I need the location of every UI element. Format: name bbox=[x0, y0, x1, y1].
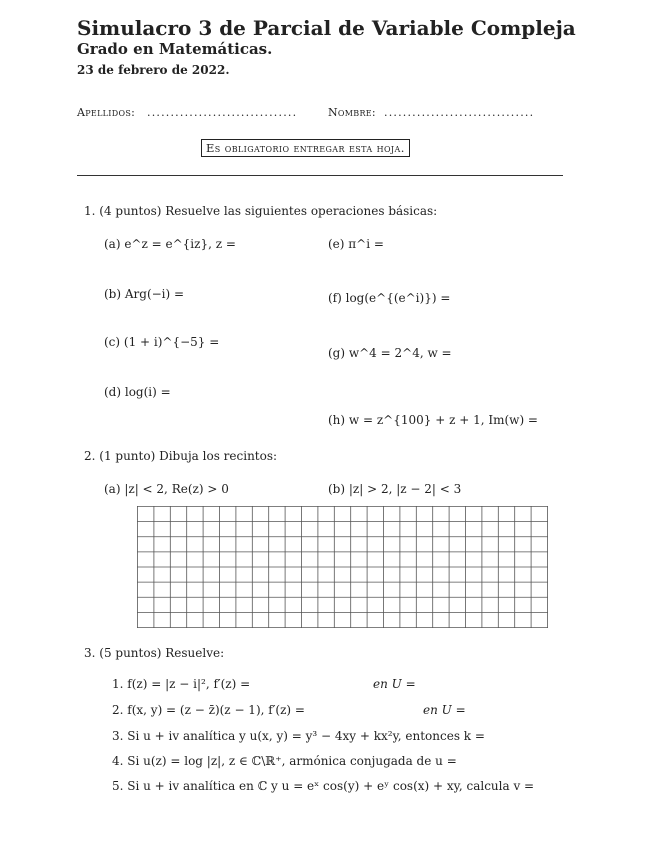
q1-item-e: (e) π^i = bbox=[328, 237, 384, 251]
exam-subtitle: Grado en Matemáticas. bbox=[77, 40, 273, 58]
q1-item-g: (g) w^4 = 2^4, w = bbox=[328, 346, 452, 360]
q1-item-h: (h) w = z^{100} + z + 1, Im(w) = bbox=[328, 413, 538, 427]
exam-date: 23 de febrero de 2022. bbox=[77, 63, 230, 77]
q1-item-f: (f) log(e^{(e^i)}) = bbox=[328, 291, 451, 305]
q1-item-d: (d) log(i) = bbox=[104, 385, 171, 399]
question-1-heading: 1. (4 puntos) Resuelve las siguientes operaciones básicas: bbox=[84, 204, 438, 218]
q3-item-1: 1. f(z) = |z − i|², f′(z) = bbox=[112, 677, 251, 691]
nombre-label: Nombre: bbox=[328, 106, 376, 119]
q1-item-a: (a) e^z = e^{iz}, z = bbox=[104, 237, 236, 251]
q3-item-4: 4. Si u(z) = log |z|, z ∈ ℂ\ℝ⁺, armónica conjugada de u = bbox=[112, 754, 457, 768]
header-divider bbox=[77, 175, 563, 176]
exam-title: Simulacro 3 de Parcial de Variable Compleja bbox=[77, 16, 576, 40]
nombre-field[interactable]: ................................ bbox=[384, 106, 535, 119]
q1-item-c: (c) (1 + i)^{−5} = bbox=[104, 335, 220, 349]
drawing-grid[interactable] bbox=[137, 506, 548, 628]
q1-item-b: (b) Arg(−i) = bbox=[104, 287, 185, 301]
q3-item-2-domain: en U = bbox=[423, 703, 466, 717]
question-2-heading: 2. (1 punto) Dibuja los recintos: bbox=[84, 449, 278, 463]
mandatory-notice: Es obligatorio entregar esta hoja. bbox=[201, 139, 410, 157]
q2-item-a: (a) |z| < 2, Re(z) > 0 bbox=[104, 482, 229, 496]
q2-item-b: (b) |z| > 2, |z − 2| < 3 bbox=[328, 482, 462, 496]
q3-item-2: 2. f(x, y) = (z − z̄)(z − 1), f′(z) = bbox=[112, 703, 305, 717]
q3-item-1-domain: en U = bbox=[373, 677, 416, 691]
q3-item-5: 5. Si u + iv analítica en ℂ y u = eˣ cos(y) + eʸ cos(x) + xy, calcula v = bbox=[112, 779, 535, 793]
q3-item-3: 3. Si u + iv analítica y u(x, y) = y³ − 4xy + kx²y, entonces k = bbox=[112, 729, 485, 743]
apellidos-label: Apellidos: bbox=[77, 106, 136, 119]
apellidos-field[interactable]: ................................ bbox=[147, 106, 298, 119]
question-3-heading: 3. (5 puntos) Resuelve: bbox=[84, 646, 225, 660]
